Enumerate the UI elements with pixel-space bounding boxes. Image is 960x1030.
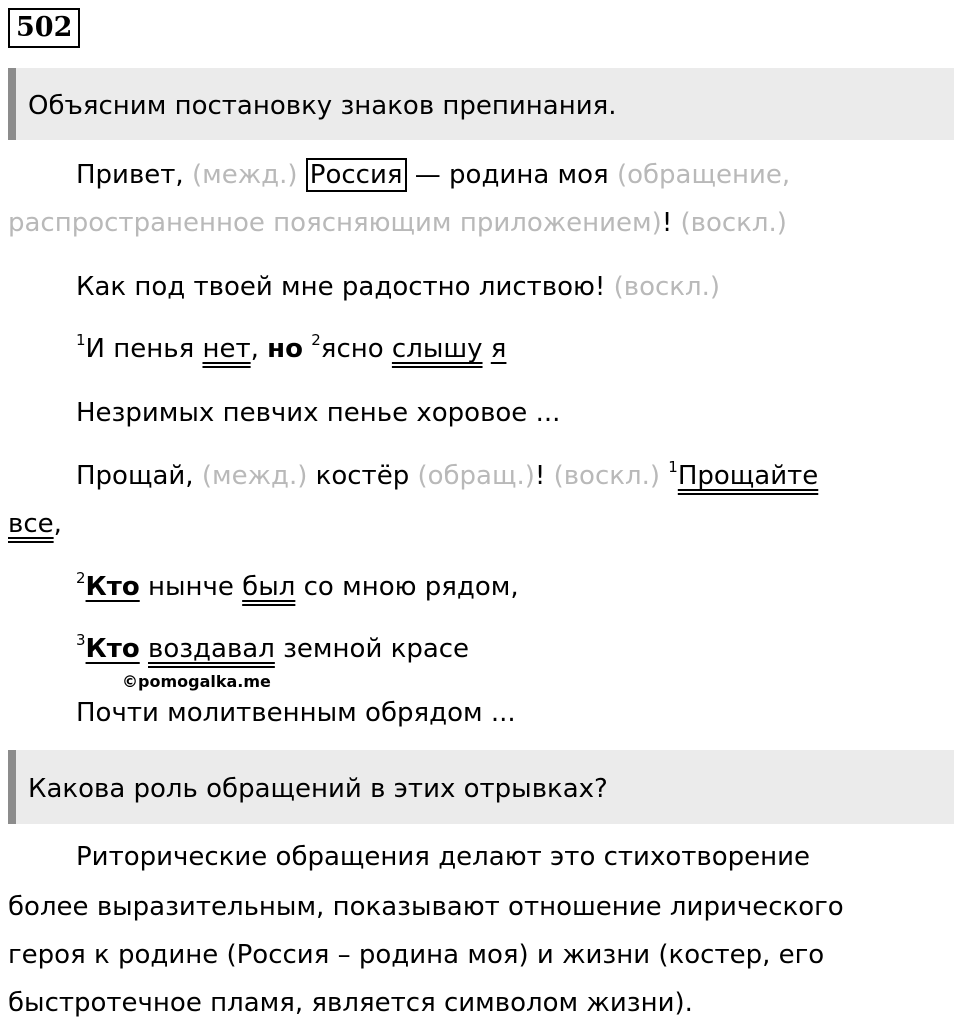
subject: я [490, 334, 507, 364]
text-line-6 [76, 458, 819, 491]
word: Прощай, [76, 461, 194, 491]
predicate: слышу [391, 334, 483, 364]
clause-index: 1 [668, 458, 678, 476]
answer-line-1: Риторические обращения делают это стихотворение [76, 842, 811, 872]
answer-line-3: героя к родине (Россия – родина моя) и жизни (костер, его [8, 940, 825, 970]
grammar-note: (обращ.) [417, 461, 535, 491]
text-line-5: Незримых певчих пенье хоровое ... [76, 398, 561, 428]
text-line-3 [76, 272, 720, 302]
answer-line-2: более выразительным, показывают отношение лирического [8, 892, 844, 922]
clause-index: 3 [76, 631, 86, 649]
word: Как под твоей мне радостно листвою! [76, 272, 606, 302]
text-line-8 [76, 569, 519, 602]
punctuation: , [53, 509, 62, 539]
predicate: Прощайте [677, 461, 819, 491]
word: нынче [148, 572, 234, 602]
word: Привет, [76, 160, 184, 190]
word: ясно [320, 334, 384, 364]
text-line-7 [8, 509, 62, 539]
predicate: воздавал [148, 634, 275, 664]
grammar-note: распространенное поясняющим приложением) [8, 208, 662, 238]
section-heading-punctuation: Объясним постановку знаков препинания. [8, 68, 954, 140]
predicate: был [242, 572, 296, 602]
subject: Кто [85, 572, 140, 602]
text-line-1 [76, 160, 790, 190]
grammar-note: (обращение, [616, 160, 791, 190]
predicate: все [8, 509, 54, 539]
grammar-note: (воскл.) [553, 461, 660, 491]
punctuation: , [250, 334, 259, 364]
grammar-note: (межд.) [191, 160, 298, 190]
word: И пенья [85, 334, 195, 364]
watermark: ©pomogalka.me [122, 672, 271, 691]
section-heading-question: Какова роль обращений в этих отрывках? [8, 750, 954, 824]
subject: Кто [85, 634, 140, 664]
conjunction: но [267, 334, 303, 364]
grammar-note: (межд.) [201, 461, 308, 491]
text-line-10: Почти молитвенным обрядом ... [76, 698, 516, 728]
answer-line-4: быстротечное пламя, является символом жизни). [8, 988, 693, 1018]
word: костёр [315, 461, 410, 491]
clause-index: 2 [76, 569, 86, 587]
punctuation: ! [534, 461, 546, 491]
word: со мною рядом, [303, 572, 519, 602]
word: земной красе [283, 634, 470, 664]
text-line-9 [76, 631, 470, 664]
clause-index: 1 [76, 331, 86, 349]
punctuation: ! [661, 208, 673, 238]
word: — родина моя [414, 160, 609, 190]
address-word-boxed: Россия [306, 158, 407, 192]
exercise-number: 502 [8, 8, 80, 48]
clause-index: 2 [311, 331, 321, 349]
predicate: нет [202, 334, 251, 364]
grammar-note: (воскл.) [613, 272, 721, 302]
grammar-note: (воскл.) [680, 208, 787, 238]
text-line-2 [8, 208, 787, 238]
text-line-4 [76, 331, 507, 364]
